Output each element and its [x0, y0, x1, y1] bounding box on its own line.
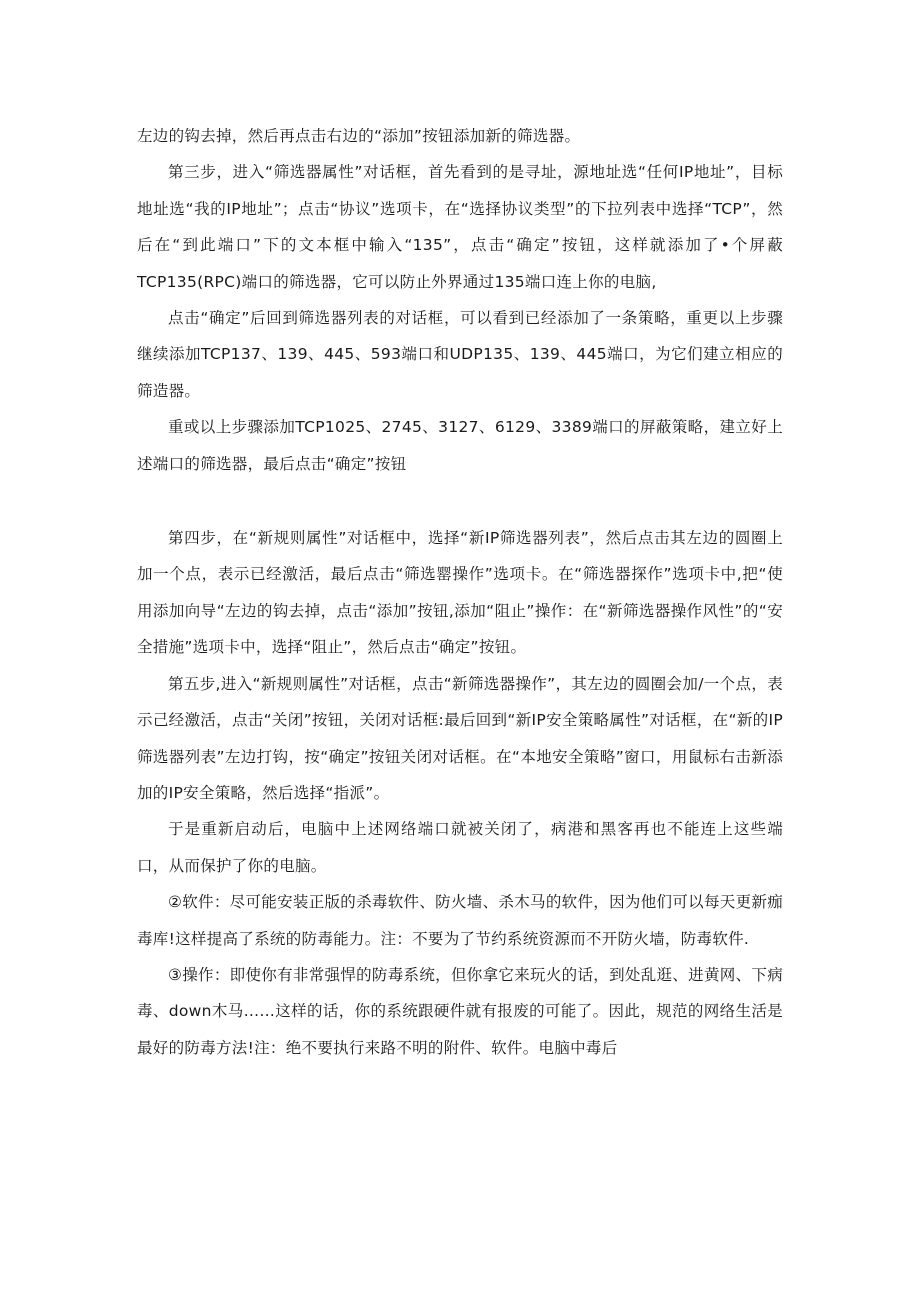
paragraph-gap — [137, 482, 783, 520]
document-body — [137, 118, 783, 1066]
paragraph-software: ②软件：尽可能安装正版的杀毒软件、防火墙、杀木马的软件，因为他们可以每天更新痂毒库!这样提高了系统的防毒能力。注：不要为了节约系统资源而不开防火墙，防毒软件. — [137, 893, 783, 948]
paragraph-confirm-filter-list: 点击“确定”后回到筛选器列表的对话框，可以看到已经添加了一条策略，重更以上步骤继续添加TCP137、139、445、593端口和UDP135、139、445端口，为它们建立相应的筛造器。 — [137, 309, 783, 400]
paragraph-continuation: 左边的钩去掉，然后再点击右边的“添加”按钮添加新的筛选器。 — [137, 127, 581, 145]
paragraph-step-five: 第五步,进入“新规则属性”对话框，点击“新筛选器操作”，其左边的圆圈会加/一个点，表示己经激活，点击“关闭”按钮，关闭对话框:最后回到“新IP安全策略属性”对话框，在“新的IP筛选器列表”左边打钩，按“确定”按钮关闭对话框。在“本地安全策略”窗口，用鼠标右击新添加的IP安全策略，然后选择“指派”。 — [137, 674, 783, 802]
paragraph-restart-result: 于是重新启动后，电脑中上述网络端口就被关闭了，病港和黑客再也不能连上这些端口，从而保护了你的电脑。 — [137, 820, 783, 875]
paragraph-operation: ③操作：即使你有非常强悍的防毒系统，但你拿它来玩火的话，到处乱逛、进黄网、下病毒、down木马……这样的话，你的系统跟硬件就有报废的可能了。因此，规范的网络生活是最好的防毒方法!注：绝不要执行来路不明的附件、软件。电脑中毒后 — [137, 965, 783, 1057]
paragraph-repeat-ports: 重或以上步骤添加TCP1025、2745、3127、6129、3389端口的屏蔽策略，建立好上述端口的筛选器，最后点击“确定”按钮 — [137, 418, 783, 473]
paragraph-step-four: 第四步，在“新规则属性”对话框中，选择“新IP筛选器列表”，然后点击其左边的圆圈上加一个点，表示已经激活，最后点击“筛选罂操作”选项卡。在“筛选器探作”选项卡中,把“使用添加向导“左边的钩去掉，点击“添加”按钮,添加“阻止”操作：在“新筛选器操作风性”的“安全措施”选项卡中，选择“阻止”，然后点击“确定”按钮。 — [137, 529, 783, 657]
paragraph-step-three: 第三步，进入“筛选器属性”对话框，首先看到的是寻址，源地址选“任何IP地址”，目标地址选“我的IP地址”；点击“协议”选项卡，在“选择协议类型”的下拉列表中选择“TCP”，然后在“到此端口”下的文本框中输入“135”，点击“确定”按钮，这样就添加了•个屏蔽TCP135(RPC)端口的筛选器，它可以防止外界通过135端口连上你的电脑, — [137, 163, 783, 291]
